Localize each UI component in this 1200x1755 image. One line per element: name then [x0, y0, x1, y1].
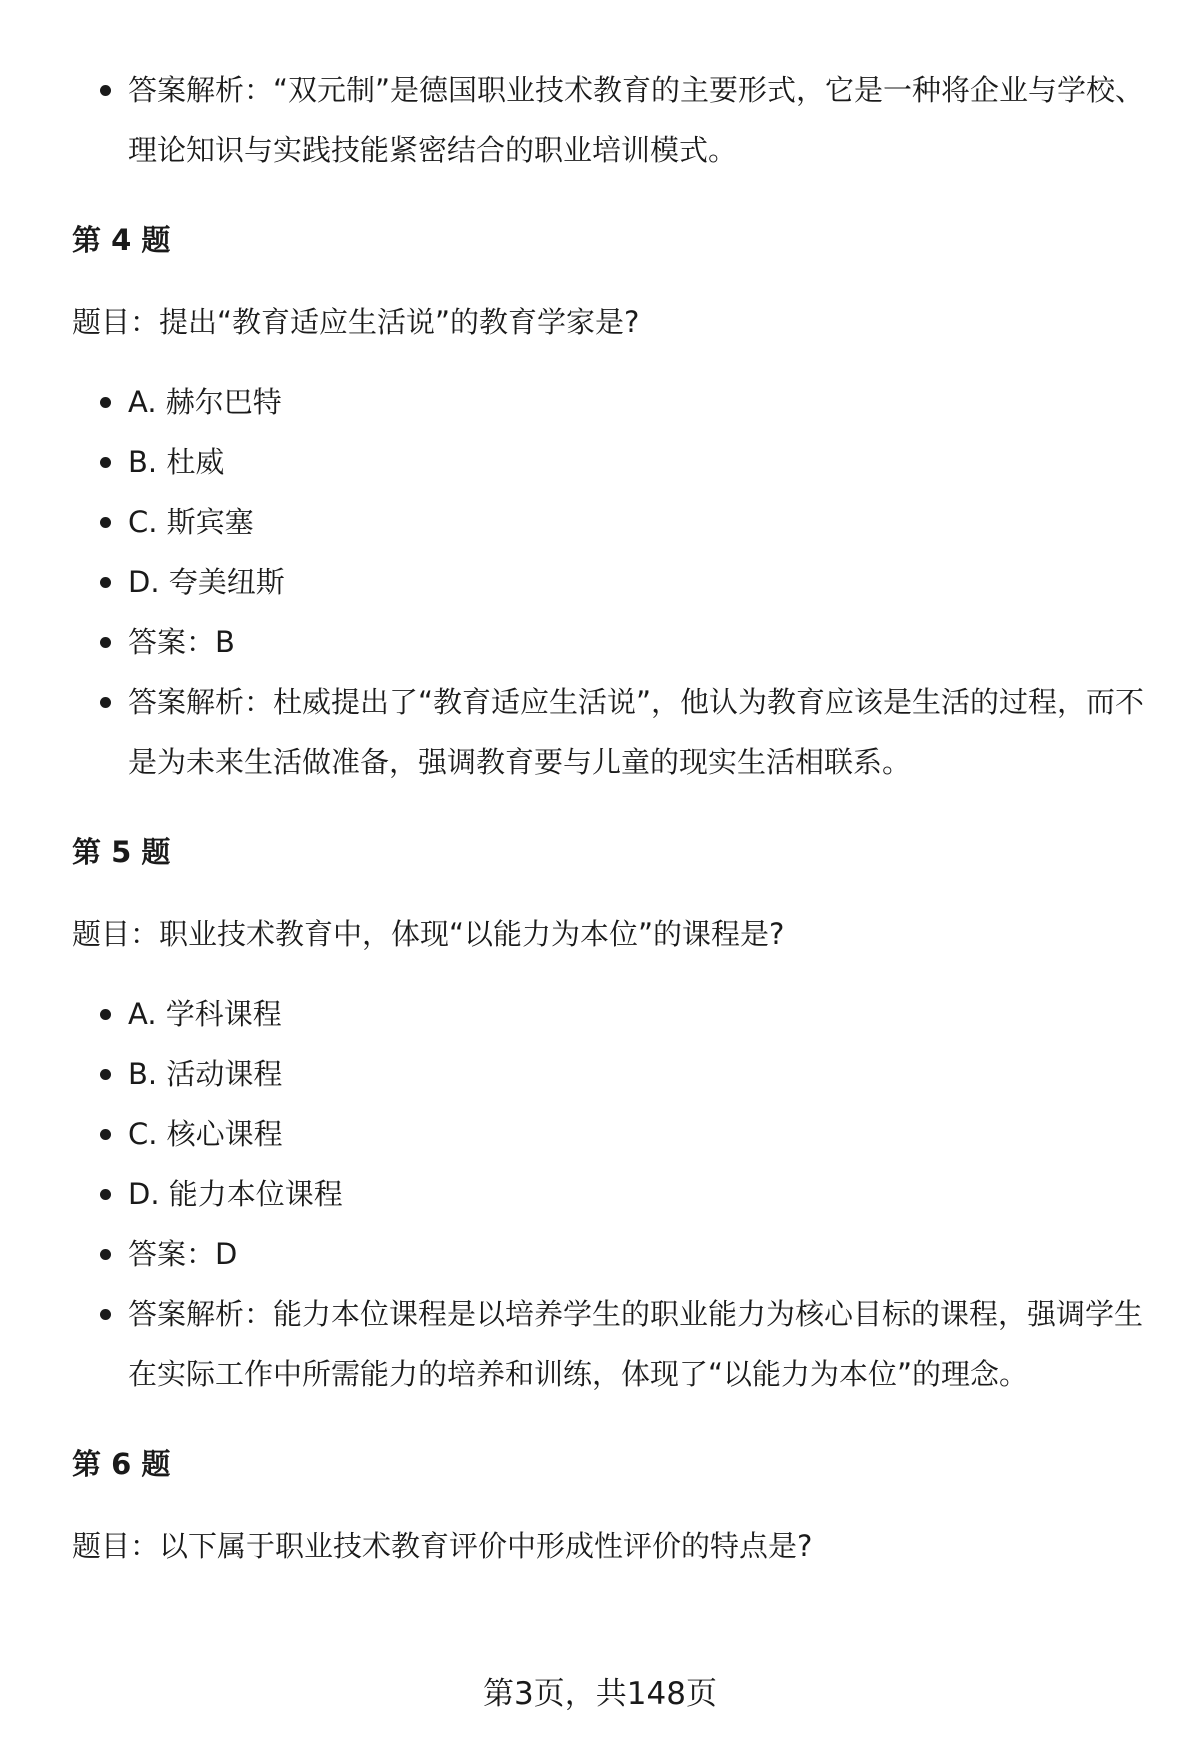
option-item [72, 492, 1152, 552]
bullet-icon [100, 517, 111, 528]
option-text: A. 赫尔巴特 [128, 385, 282, 419]
option-list [72, 372, 1152, 792]
option-text: A. 学科课程 [128, 997, 282, 1031]
bullet-icon [100, 1129, 111, 1140]
option-text: B. 杜威 [128, 445, 225, 479]
answer-item [72, 1224, 1152, 1284]
answer-text: 答案：B [128, 625, 235, 659]
bullet-icon [100, 457, 111, 468]
bullet-icon [100, 577, 111, 588]
option-item [72, 984, 1152, 1044]
page-number: 第3页，共148页 [483, 1676, 717, 1712]
option-text: B. 活动课程 [128, 1057, 283, 1091]
option-list [72, 984, 1152, 1404]
question-heading: 第 4 题 [72, 223, 171, 257]
bullet-icon [100, 85, 111, 96]
option-item [72, 1044, 1152, 1104]
question-text: 题目：职业技术教育中，体现“以能力为本位”的课程是? [72, 917, 785, 951]
option-item [72, 432, 1152, 492]
bullet-icon [100, 1249, 111, 1260]
question-heading: 第 5 题 [72, 835, 171, 869]
question-heading: 第 6 题 [72, 1447, 171, 1481]
analysis-item [72, 1284, 1152, 1404]
option-text: C. 核心课程 [128, 1117, 283, 1151]
bullet-icon [100, 1189, 111, 1200]
bullet-icon [100, 697, 111, 708]
bullet-icon [100, 397, 111, 408]
question-text: 题目：以下属于职业技术教育评价中形成性评价的特点是? [72, 1529, 813, 1563]
option-text: D. 能力本位课程 [128, 1177, 343, 1211]
question-text: 题目：提出“教育适应生活说”的教育学家是? [72, 305, 640, 339]
q3-analysis [72, 60, 1152, 180]
option-text: C. 斯宾塞 [128, 505, 254, 539]
option-item [72, 372, 1152, 432]
page-content [72, 60, 1152, 1568]
analysis-text: 答案解析：杜威提出了“教育适应生活说”，他认为教育应该是生活的过程，而不是为未来生活做准备，强调教育要与儿童的现实生活相联系。 [128, 685, 1145, 779]
bullet-icon [100, 1069, 111, 1080]
analysis-item [72, 672, 1152, 792]
answer-text: 答案：D [128, 1237, 238, 1271]
option-item [72, 552, 1152, 612]
option-text: D. 夸美纽斯 [128, 565, 285, 599]
answer-item [72, 612, 1152, 672]
analysis-text: 答案解析：能力本位课程是以培养学生的职业能力为核心目标的课程，强调学生在实际工作中所需能力的培养和训练，体现了“以能力为本位”的理念。 [128, 1297, 1144, 1391]
option-item [72, 1104, 1152, 1164]
analysis-text: 答案解析：“双元制”是德国职业技术教育的主要形式，它是一种将企业与学校、理论知识与实践技能紧密结合的职业培训模式。 [128, 73, 1145, 167]
bullet-icon [100, 637, 111, 648]
option-item [72, 1164, 1152, 1224]
bullet-icon [100, 1009, 111, 1020]
bullet-icon [100, 1309, 111, 1320]
